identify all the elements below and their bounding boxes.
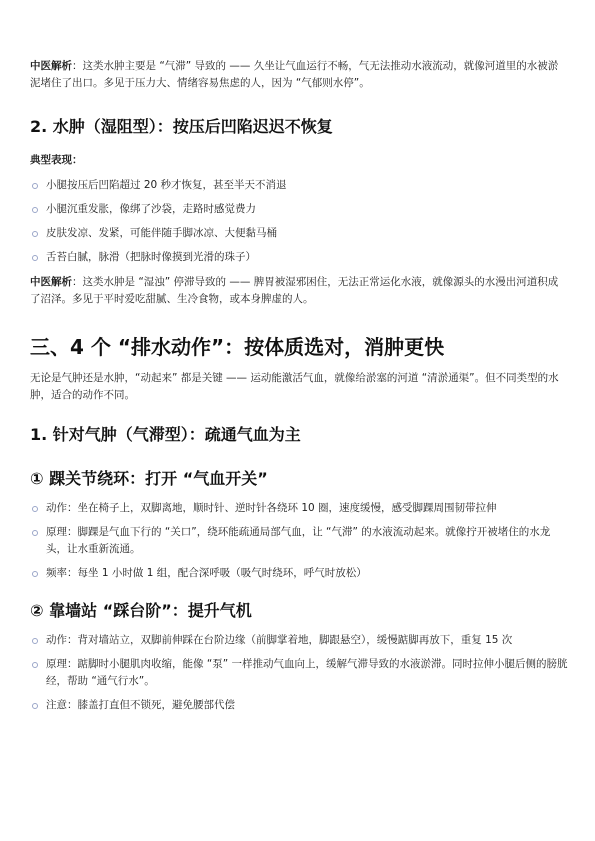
list-item: 动作：背对墙站立，双脚前伸踩在台阶边缘（前脚掌着地，脚跟悬空），缓慢踮脚再放下，重复 15 次 (30, 632, 568, 649)
step-stand-list (30, 632, 568, 714)
exercises-intro: 无论是气肿还是水肿，“动起来” 都是关键 —— 运动能激活气血，就像给淤塞的河道 “清淤通渠”。但不同类型的水肿，适合的动作不同。 (30, 372, 559, 401)
typical-symptoms-text: 典型表现 (30, 154, 72, 166)
list-item: 小腿按压后凹陷超过 20 秒才恢复，甚至半天不消退 (30, 177, 568, 194)
list-item: 原理：脚踝是气血下行的 “关口”，绕环能疏通局部气血，让 “气滞” 的水液流动起来。就像拧开被堵住的水龙头，让水重新流通。 (30, 524, 568, 558)
list-item: 皮肤发凉、发紧，可能伴随手脚冰凉、大便黏马桶 (30, 225, 568, 242)
exercise-heading-step-stand: ② 靠墙站 “踩台阶”：提升气机 (30, 601, 252, 620)
qi-swelling-analysis (30, 58, 568, 92)
document-page (30, 58, 568, 714)
typical-symptoms-label (30, 152, 568, 169)
list-item: 舌苔白腻，脉滑（把脉时像摸到光滑的珠子） (30, 249, 568, 266)
analysis-label: 中医解析 (30, 60, 72, 72)
ankle-circles-list (30, 500, 568, 582)
section-heading-dampness: 2. 水肿（湿阻型）：按压后凹陷迟迟不恢复 (30, 117, 333, 136)
typical-symptoms-colon: ： (72, 154, 83, 166)
analysis-text: ：这类水肿主要是 “气滞” 导致的 —— 久坐让气血运行不畅，气无法推动水液流动，就像河道里的水被淤泥堵住了出口。多见于压力大、情绪容易焦虑的人，因为 “气郁则水停”。 (30, 60, 559, 89)
section-heading-exercises: 三、4 个 “排水动作”：按体质选对，消肿更快 (30, 335, 445, 359)
dampness-analysis (30, 274, 568, 308)
list-item: 小腿沉重发胀，像绑了沙袋，走路时感觉费力 (30, 201, 568, 218)
exercise-heading-ankle-circles: ① 踝关节绕环：打开 “气血开关” (30, 469, 268, 488)
analysis-text: ：这类水肿是 “湿浊” 停滞导致的 —— 脾胃被湿邪困住，无法正常运化水液，就像源头的水漫出河道积成了沼泽。多见于平时爱吃甜腻、生冷食物，或本身脾虚的人。 (30, 276, 559, 305)
subsection-heading-qi-swelling: 1. 针对气肿（气滞型）：疏通气血为主 (30, 425, 301, 444)
list-item: 动作：坐在椅子上，双脚离地，顺时针、逆时针各绕环 10 圈，速度缓慢，感受脚踝周围韧带拉伸 (30, 500, 568, 517)
analysis-label: 中医解析 (30, 276, 72, 288)
list-item: 注意：膝盖打直但不锁死，避免腰部代偿 (30, 697, 568, 714)
list-item: 原理：踮脚时小腿肌肉收缩，能像 “泵” 一样推动气血向上，缓解气滞导致的水液淤滞。同时拉伸小腿后侧的膀胱经，帮助 “通气行水”。 (30, 656, 568, 690)
symptom-list (30, 177, 568, 266)
list-item: 频率：每坐 1 小时做 1 组，配合深呼吸（吸气时绕环，呼气时放松） (30, 565, 568, 582)
